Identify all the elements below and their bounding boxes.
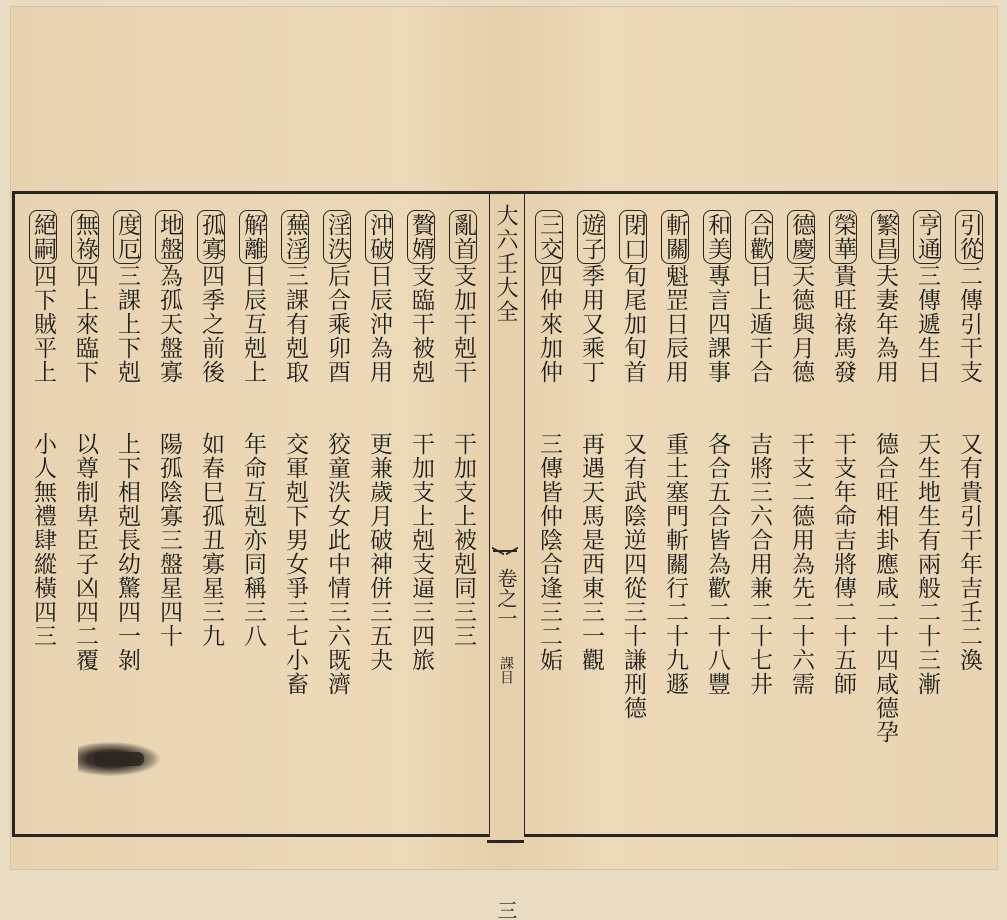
text-column <box>232 210 274 810</box>
column-bottom-text: 各合五合皆為歡二十八豐 <box>704 432 730 696</box>
lesson-title: 引從 <box>955 210 983 264</box>
lesson-verse: 魁罡日辰用 <box>662 264 688 384</box>
lesson-verse: 為孤天盤寡 <box>156 264 182 384</box>
text-column <box>696 210 738 810</box>
lesson-verse: 專言四課事 <box>704 264 730 384</box>
column-bottom-text: 再遇天馬是西東三一觀 <box>578 432 604 672</box>
lesson-verse: 三課上下剋 <box>114 264 140 384</box>
text-column <box>442 210 484 810</box>
lesson-title: 閉口 <box>619 210 647 264</box>
lesson-title: 繁昌 <box>871 210 899 264</box>
lesson-verse: 支臨干被剋 <box>408 264 434 384</box>
lesson-title: 地盤 <box>155 210 183 264</box>
spine-title: 大六壬大全 <box>493 204 518 324</box>
lesson-title: 斬關 <box>661 210 689 264</box>
text-column <box>64 210 106 810</box>
column-bottom-text: 小人無禮肆縱橫四三 <box>30 432 56 648</box>
lesson-title: 蕪淫 <box>281 210 309 264</box>
column-bottom-text: 陽孤陰寡三盤星四十 <box>156 432 182 648</box>
lesson-title: 德慶 <box>787 210 815 264</box>
text-column <box>274 210 316 810</box>
column-bottom-text: 以尊制卑臣子凶四二覆 <box>72 432 98 672</box>
column-bottom-text: 又有武陰逆四從三十謙刑德 <box>620 432 646 720</box>
lesson-title: 絕嗣 <box>29 210 57 264</box>
lesson-verse: 日辰互剋上 <box>240 264 266 384</box>
text-column <box>948 210 990 810</box>
lesson-title: 三交 <box>535 210 563 264</box>
spine-section: 課目 <box>498 656 514 684</box>
lesson-title: 沖破 <box>365 210 393 264</box>
lesson-title: 榮華 <box>829 210 857 264</box>
fish-tail-icon <box>493 550 517 566</box>
lesson-title: 亨通 <box>913 210 941 264</box>
text-column <box>400 210 442 810</box>
lesson-verse: 四季之前後 <box>198 264 224 384</box>
text-column <box>822 210 864 810</box>
column-bottom-text: 如春巳孤丑寡星三九 <box>198 432 224 648</box>
lesson-verse: 季用又乘丁 <box>578 264 604 384</box>
text-column <box>906 210 948 810</box>
column-bottom-text: 狡童泆女此中情三六既濟 <box>324 432 350 696</box>
lesson-title: 解離 <box>239 210 267 264</box>
lesson-title: 遊子 <box>577 210 605 264</box>
text-column <box>190 210 232 810</box>
lesson-title: 度厄 <box>113 210 141 264</box>
text-column <box>22 210 64 810</box>
text-column <box>570 210 612 810</box>
column-bottom-text: 天生地生有兩般二十三漸 <box>914 432 940 696</box>
lesson-verse: 天德與月德 <box>788 264 814 384</box>
lesson-verse: 日辰沖為用 <box>366 264 392 384</box>
lesson-verse: 日上遁干合 <box>746 264 772 384</box>
lesson-title: 淫泆 <box>323 210 351 264</box>
column-bottom-text: 干支二德用為先二十六需 <box>788 432 814 696</box>
text-column <box>316 210 358 810</box>
lesson-verse: 旬尾加旬首 <box>620 264 646 384</box>
column-bottom-text: 吉將三六合用兼二十七井 <box>746 432 772 696</box>
left-page-text <box>16 210 484 810</box>
lesson-verse: 四下賊平上 <box>30 264 56 384</box>
text-column <box>106 210 148 810</box>
lesson-verse: 四上來臨下 <box>72 264 98 384</box>
ink-blot-core <box>94 752 144 766</box>
lesson-title: 贅婿 <box>407 210 435 264</box>
text-column <box>738 210 780 810</box>
right-page-text <box>528 210 990 810</box>
lesson-verse: 后合乘卯酉 <box>324 264 350 384</box>
spine-volume: 卷之一 <box>494 568 518 628</box>
folio-number: 三 <box>494 900 518 920</box>
lesson-title: 和美 <box>703 210 731 264</box>
lesson-verse: 夫妻年為用 <box>872 264 898 384</box>
column-bottom-text: 三傳皆仲陰合逢三二姤 <box>536 432 562 672</box>
lesson-verse: 三傳遞生日 <box>914 264 940 384</box>
lesson-verse: 四仲來加仲 <box>536 264 562 384</box>
column-bottom-text: 干支年命吉將傳二十五師 <box>830 432 856 696</box>
text-column <box>148 210 190 810</box>
lesson-verse: 貴旺祿馬發 <box>830 264 856 384</box>
center-spine <box>487 191 524 920</box>
text-column <box>864 210 906 810</box>
lesson-verse: 三課有剋取 <box>282 264 308 384</box>
text-column <box>528 210 570 810</box>
text-column <box>654 210 696 810</box>
column-bottom-text: 更兼歲月破神併三五夬 <box>366 432 392 672</box>
lesson-verse: 二傳引干支 <box>956 264 982 384</box>
column-bottom-text: 重土塞門斬關行二十九遯 <box>662 432 688 696</box>
column-bottom-text: 上下相剋長幼驚四一剝 <box>114 432 140 672</box>
column-bottom-text: 年命互剋亦同稱三八 <box>240 432 266 648</box>
lesson-title: 無祿 <box>71 210 99 264</box>
column-bottom-text: 德合旺相卦應咸二十四咸德孕 <box>872 432 898 744</box>
text-column <box>612 210 654 810</box>
lesson-title: 孤寡 <box>197 210 225 264</box>
column-bottom-text: 又有貴引干年吉壬二渙 <box>956 432 982 672</box>
lesson-title: 亂首 <box>449 210 477 264</box>
column-bottom-text: 交軍剋下男女爭三七小畜 <box>282 432 308 696</box>
column-bottom-text: 干加支上被剋同三三 <box>450 432 476 648</box>
text-column <box>358 210 400 810</box>
lesson-verse: 支加干剋干 <box>450 264 476 384</box>
lesson-title: 合歡 <box>745 210 773 264</box>
text-column <box>780 210 822 810</box>
column-bottom-text: 干加支上剋支逼三四旅 <box>408 432 434 672</box>
